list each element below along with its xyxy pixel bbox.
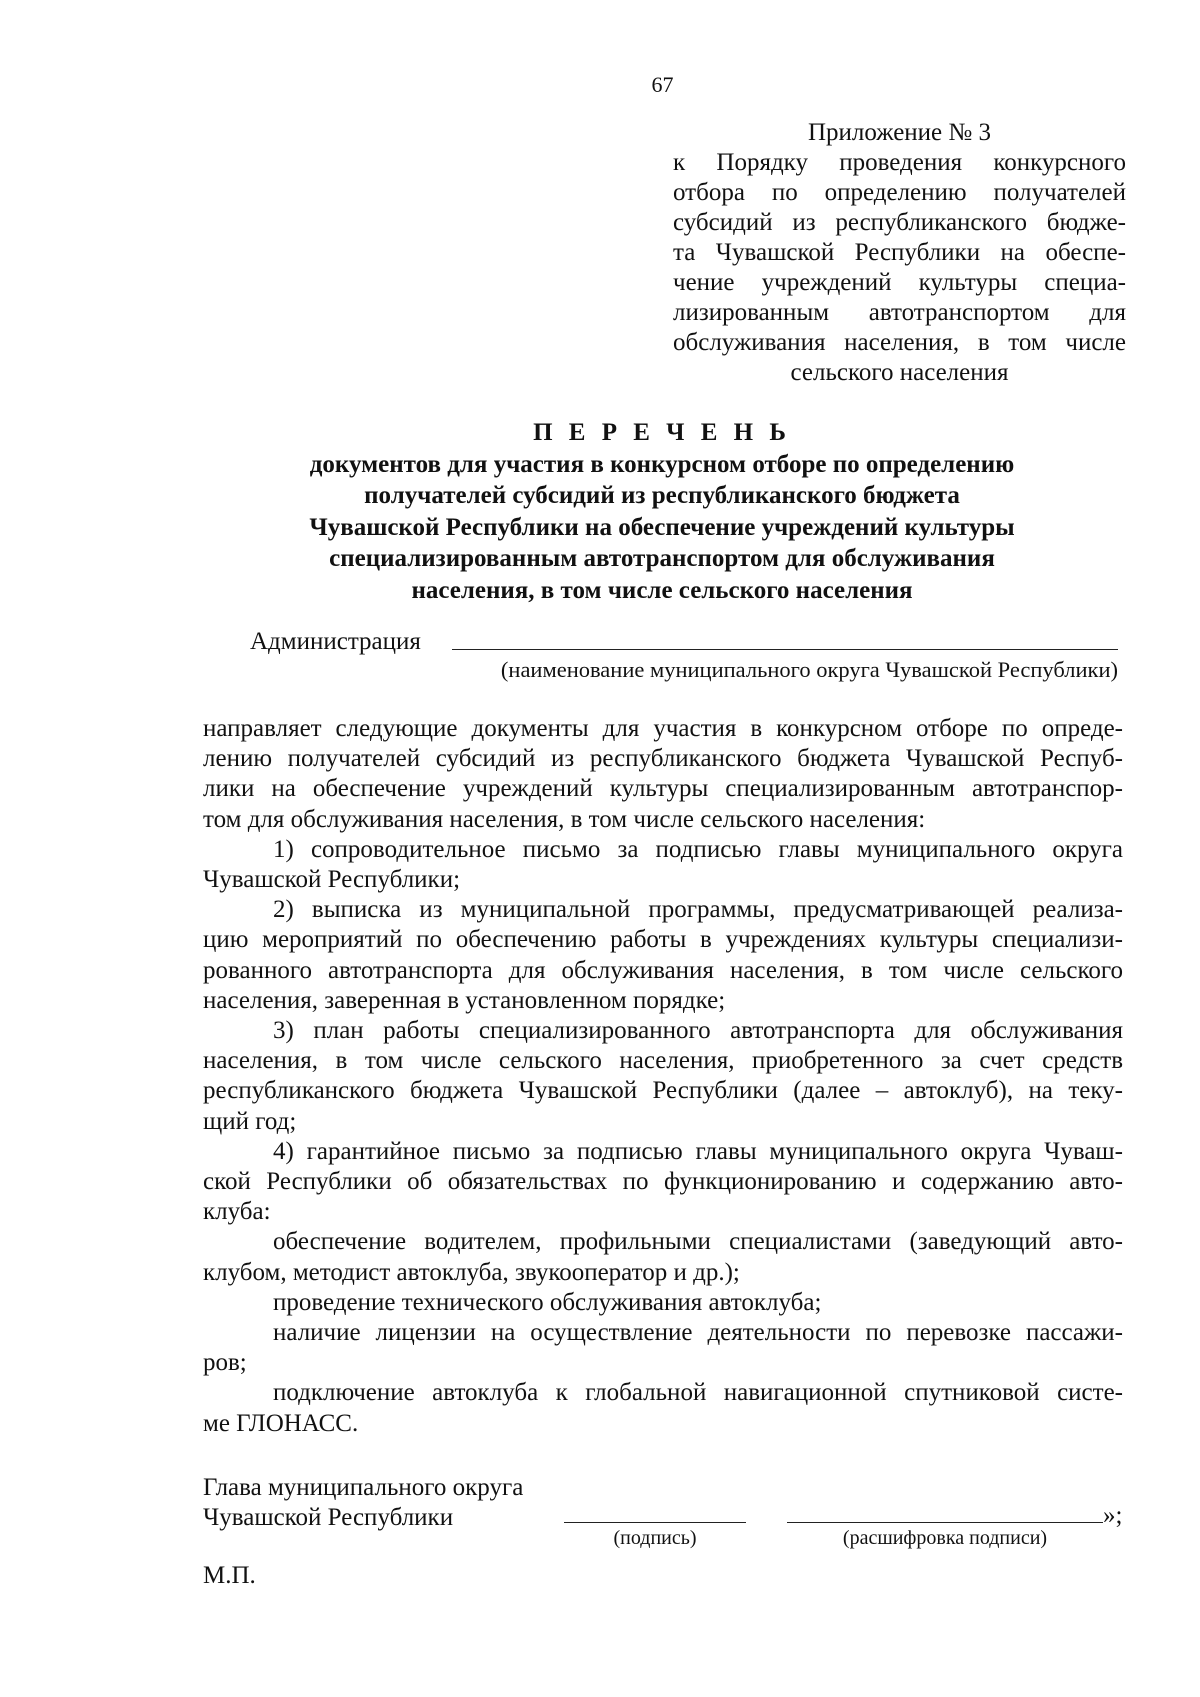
body-line: том для обслуживания населения, в том числе сельского населения: — [203, 805, 926, 833]
body-line: направляет следующие документы для участия в конкурсном отборе по опреде- — [203, 715, 1123, 742]
page-number: 67 — [651, 72, 674, 97]
sub-item-4-cont: ме ГЛОНАСС. — [203, 1409, 359, 1437]
list-item-2: 2) выписка из муниципальной программы, предусматривающей реализа- — [273, 896, 1123, 924]
appendix-line: отбора по определению получателей — [673, 179, 1126, 206]
document-subtitle-line: документов для участия в конкурсном отборе по определению — [309, 450, 1015, 478]
document-subtitle-line: специализированным автотранспортом для обслуживания — [329, 545, 995, 572]
appendix-line: сельского населения — [790, 359, 1009, 386]
appendix-line: та Чувашской Республики на обеспе- — [673, 239, 1126, 266]
document-subtitle-line: получателей субсидий из республиканского бюджета — [364, 482, 960, 509]
signature-caption: (подпись) — [613, 1527, 697, 1549]
administration-caption: (наименование муниципального округа Чувашской Республики) — [500, 657, 1118, 682]
signature-decoding-fill-line — [787, 1522, 1103, 1523]
appendix-line: субсидий из республиканского бюдже- — [673, 209, 1126, 236]
appendix-line: лизированным автотранспортом для — [673, 299, 1126, 326]
appendix-block — [673, 118, 1126, 388]
sub-item-3-cont: ров; — [203, 1349, 247, 1377]
stamp-placeholder: М.П. — [203, 1562, 256, 1589]
signature-fill-line — [564, 1522, 746, 1523]
list-item-4: 4) гарантийное письмо за подписью главы муниципального округа Чуваш- — [273, 1137, 1123, 1165]
sub-item-1: обеспечение водителем, профильными специалистами (заведующий авто- — [273, 1228, 1123, 1256]
list-item-1-cont: Чувашской Республики; — [203, 866, 461, 894]
list-item-3-cont: населения, в том числе сельского населения, приобретенного за счет средств — [203, 1047, 1123, 1075]
appendix-title: Приложение № 3 — [807, 119, 992, 146]
list-item-2-cont: цию мероприятий по обеспечению работы в учреждениях культуры специализи- — [203, 926, 1123, 954]
signatory-title-line: Чувашской Республики — [203, 1504, 454, 1531]
list-item-3-cont: щий год; — [203, 1107, 297, 1135]
document-body — [203, 714, 1123, 1439]
closing-quote: »; — [1103, 1502, 1123, 1529]
administration-label: Администрация — [250, 628, 421, 655]
signature-block — [203, 1473, 523, 1533]
list-item-1: 1) сопроводительное письмо за подписью главы муниципального округа — [273, 835, 1123, 863]
list-item-3: 3) план работы специализированного автотранспорта для обслуживания — [273, 1017, 1123, 1045]
list-item-2-cont: рованного автотранспорта для обслуживания населения, в том числе сельского — [203, 956, 1123, 984]
document-subtitle-line: Чувашской Республики на обеспечение учреждений культуры — [309, 513, 1015, 541]
sub-item-2: проведение технического обслуживания автоклуба; — [273, 1288, 822, 1316]
appendix-line: к Порядку проведения конкурсного — [673, 149, 1126, 176]
list-item-2-cont: населения, заверенная в установленном порядке; — [203, 986, 726, 1014]
sub-item-4: подключение автоклуба к глобальной навигационной спутниковой систе- — [273, 1379, 1123, 1407]
sub-item-1-cont: клубом, методист автоклуба, звукооператор и др.); — [203, 1258, 740, 1286]
document-subtitle-line: населения, в том числе сельского населения — [411, 576, 913, 604]
administration-fill-line — [452, 649, 1118, 650]
body-line: лики на обеспечение учреждений культуры специализированным автотранспор- — [203, 775, 1123, 803]
document-heading — [200, 417, 1124, 606]
signatory-title-line: Глава муниципального округа — [203, 1474, 524, 1501]
appendix-line: обслуживания населения, в том числе — [673, 329, 1126, 356]
document-title: П Е Р Е Ч Е Н Ь — [533, 419, 791, 446]
sub-item-3: наличие лицензии на осуществление деятельности по перевозке пассажи- — [273, 1319, 1123, 1347]
signature-decoding-caption: (расшифровка подписи) — [842, 1527, 1048, 1549]
body-line: лению получателей субсидий из республиканского бюджета Чувашской Респуб- — [203, 745, 1123, 773]
appendix-line: чение учреждений культуры специа- — [673, 269, 1126, 296]
list-item-4-cont: клуба: — [203, 1198, 271, 1226]
list-item-3-cont: республиканского бюджета Чувашской Республики (далее – автоклуб), на теку- — [203, 1077, 1123, 1105]
list-item-4-cont: ской Республики об обязательствах по функционированию и содержанию авто- — [203, 1168, 1123, 1196]
